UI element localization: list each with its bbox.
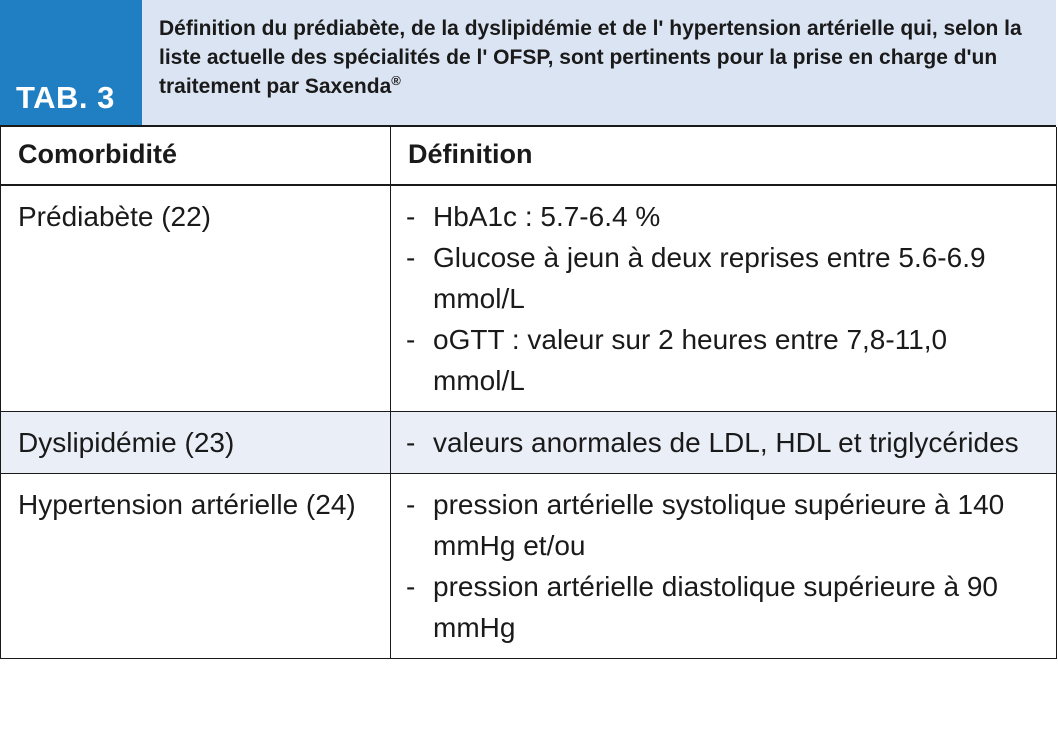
row-definition: [391, 412, 1057, 474]
registered-mark: ®: [391, 73, 401, 88]
comorbidity-table: [0, 127, 1057, 659]
table-row: [1, 185, 1057, 412]
list-item: - valeurs anormales de LDL, HDL et triglycérides: [406, 422, 1046, 463]
table-label: TAB. 3: [0, 0, 142, 125]
table-header-row: [1, 127, 1057, 185]
definition-list: [406, 484, 1046, 648]
column-header-definition: Définition: [391, 127, 1057, 185]
row-definition: [391, 185, 1057, 412]
list-item: - oGTT : valeur sur 2 heures entre 7,8-11,0 mmol/L: [406, 319, 1046, 401]
list-item: - HbA1c : 5.7-6.4 %: [406, 196, 1046, 237]
row-comorbidity: Dyslipidémie (23): [1, 412, 391, 474]
table-caption-text: Définition du prédiabète, de la dyslipidémie et de l' hypertension artérielle qui, selon la liste actuelle des spécialités de l' OFSP, sont pertinents pour la prise en charge d'un traitement par Saxenda: [159, 17, 1022, 98]
table-row: [1, 474, 1057, 659]
row-comorbidity: Hypertension artérielle (24): [1, 474, 391, 659]
table-caption: [142, 0, 1056, 125]
row-definition: [391, 474, 1057, 659]
definition-list: [406, 422, 1046, 463]
definition-list: [406, 196, 1046, 401]
table-row: [1, 412, 1057, 474]
list-item: - pression artérielle diastolique supérieure à 90 mmHg: [406, 566, 1046, 648]
list-item: - Glucose à jeun à deux reprises entre 5.6-6.9 mmol/L: [406, 237, 1046, 319]
column-header-comorbidity: Comorbidité: [1, 127, 391, 185]
row-comorbidity: Prédiabète (22): [1, 185, 391, 412]
list-item: - pression artérielle systolique supérieure à 140 mmHg et/ou: [406, 484, 1046, 566]
table-header: [0, 0, 1056, 127]
